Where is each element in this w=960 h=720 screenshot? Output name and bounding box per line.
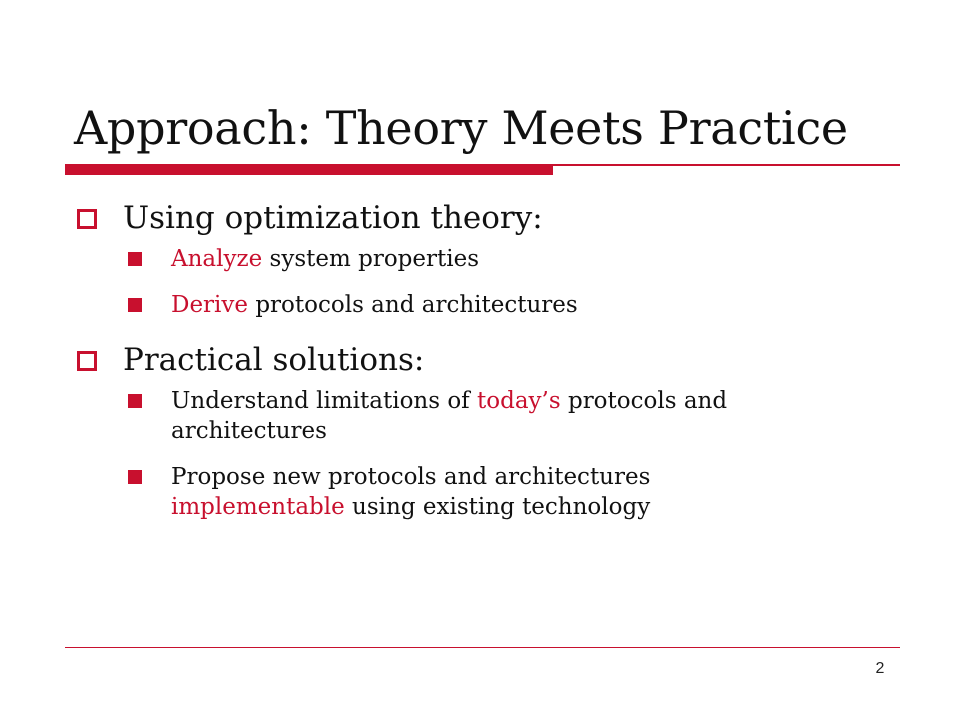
slide-title: Approach: Theory Meets Practice (74, 101, 848, 155)
bullet-highlight: implementable (171, 494, 345, 520)
bullet-highlight: Analyze (171, 246, 263, 272)
list-item (73, 244, 831, 274)
bullet-highlight: Derive (171, 292, 249, 318)
list-item (73, 290, 831, 320)
bullet-highlight: today’s (477, 388, 561, 414)
hollow-square-bullet-icon (77, 351, 97, 371)
bullet-text: Understand limitations of (171, 388, 478, 414)
filled-square-bullet-icon (128, 394, 142, 408)
bullet-text: using existing technology (344, 494, 651, 520)
list-item (73, 386, 831, 446)
filled-square-bullet-icon (128, 252, 142, 266)
bullet-text: system properties (262, 246, 480, 272)
section-heading-text: Using optimization theory: (123, 200, 543, 236)
bullet-list (73, 244, 903, 320)
filled-square-bullet-icon (128, 470, 142, 484)
slide-content (73, 194, 903, 538)
bullet-text: Propose new protocols and architectures (171, 464, 651, 490)
section-heading-text: Practical solutions: (123, 342, 425, 378)
bullet-list (73, 386, 903, 522)
bullet-text: protocols and architectures (171, 388, 728, 444)
page-number: 2 (875, 660, 885, 677)
section-heading (73, 336, 903, 384)
section-heading (73, 194, 903, 242)
footer-divider (65, 647, 900, 648)
filled-square-bullet-icon (128, 298, 142, 312)
bullet-text: protocols and architectures (248, 292, 578, 318)
title-underline-thick (65, 166, 553, 175)
hollow-square-bullet-icon (77, 209, 97, 229)
list-item (73, 462, 831, 522)
